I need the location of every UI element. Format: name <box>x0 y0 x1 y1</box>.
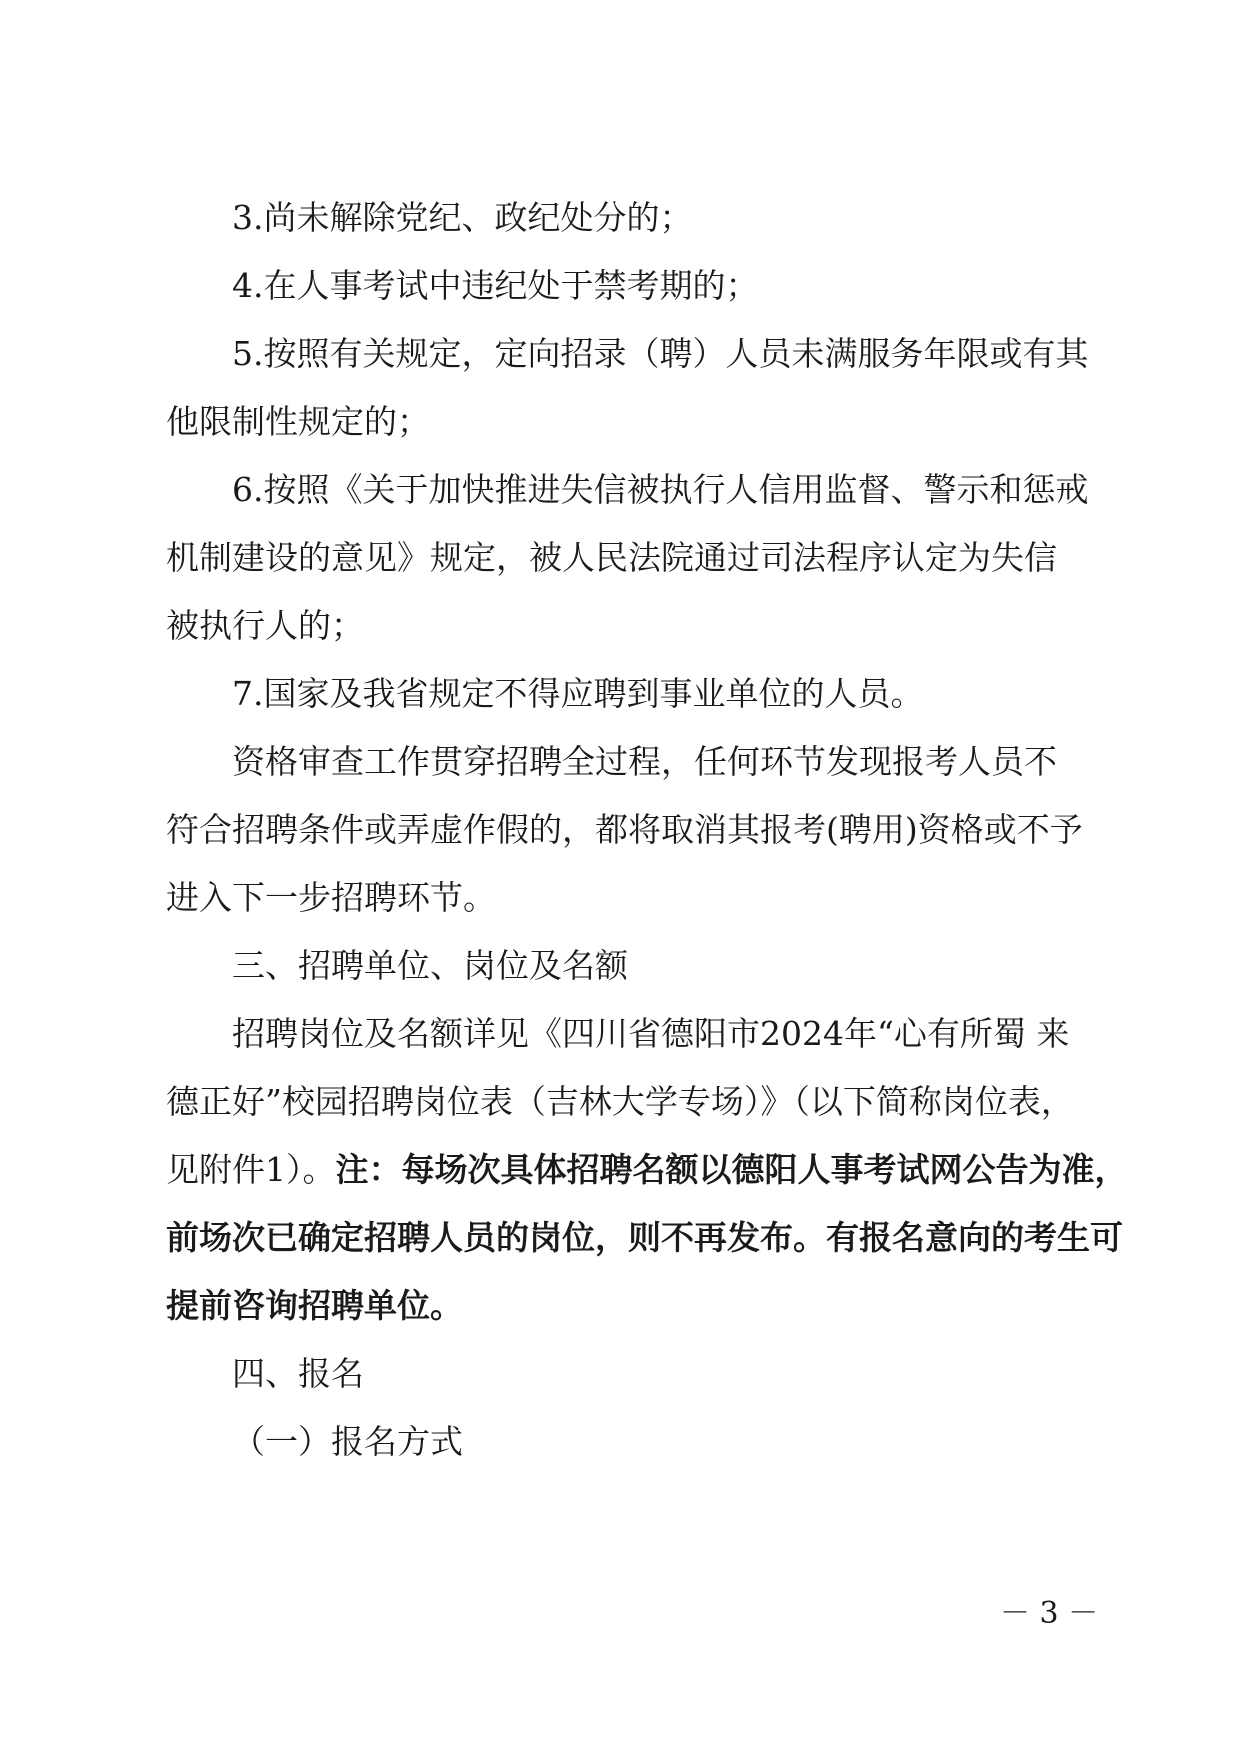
positions-paragraph-line-1: 招聘岗位及名额详见《四川省德阳市2024年“心有所蜀 来 <box>232 1014 1070 1053</box>
item-6-text-line-2: 机制建设的意见》规定，被人民法院通过司法程序认定为失信 <box>166 538 1057 577</box>
item-5-text-line-2: 他限制性规定的； <box>166 402 430 441</box>
qualification-review-line-3: 进入下一步招聘环节。 <box>166 878 496 917</box>
item-3-text: 3.尚未解除党纪、政纪处分的； <box>232 198 693 237</box>
item-4-text: 4.在人事考试中违纪处于禁考期的； <box>232 266 759 305</box>
subsection-1-heading: （一）报名方式 <box>232 1422 463 1461</box>
item-6-text-line-3: 被执行人的； <box>166 606 364 645</box>
section-3-heading: 三、招聘单位、岗位及名额 <box>232 946 628 985</box>
item-7-text: 7.国家及我省规定不得应聘到事业单位的人员。 <box>232 674 924 713</box>
positions-paragraph-line-2: 德正好”校园招聘岗位表（吉林大学专场）》（以下简称岗位表， <box>166 1082 1074 1121</box>
qualification-review-line-2: 符合招聘条件或弄虚作假的，都将取消其报考(聘用)资格或不予 <box>166 810 1083 849</box>
attachment-reference: 见附件1）。 <box>166 1150 336 1189</box>
note-bold-line-3: 提前咨询招聘单位。 <box>166 1286 463 1325</box>
positions-paragraph-line-3 <box>166 1148 1128 1192</box>
section-4-heading: 四、报名 <box>232 1354 364 1393</box>
qualification-review-line-1: 资格审查工作贯穿招聘全过程，任何环节发现报考人员不 <box>232 742 1057 781</box>
page-number: － 3 － <box>1000 1596 1099 1631</box>
item-5-text-line-1: 5.按照有关规定，定向招录（聘）人员未满服务年限或有其 <box>232 334 1089 373</box>
note-bold-line-1: 注：每场次具体招聘名额以德阳人事考试网公告为准， <box>335 1150 1128 1189</box>
item-6-text-line-1: 6.按照《关于加快推进失信被执行人信用监督、警示和惩戒 <box>232 470 1089 509</box>
note-bold-line-2: 前场次已确定招聘人员的岗位，则不再发布。有报名意向的考生可 <box>166 1218 1123 1257</box>
